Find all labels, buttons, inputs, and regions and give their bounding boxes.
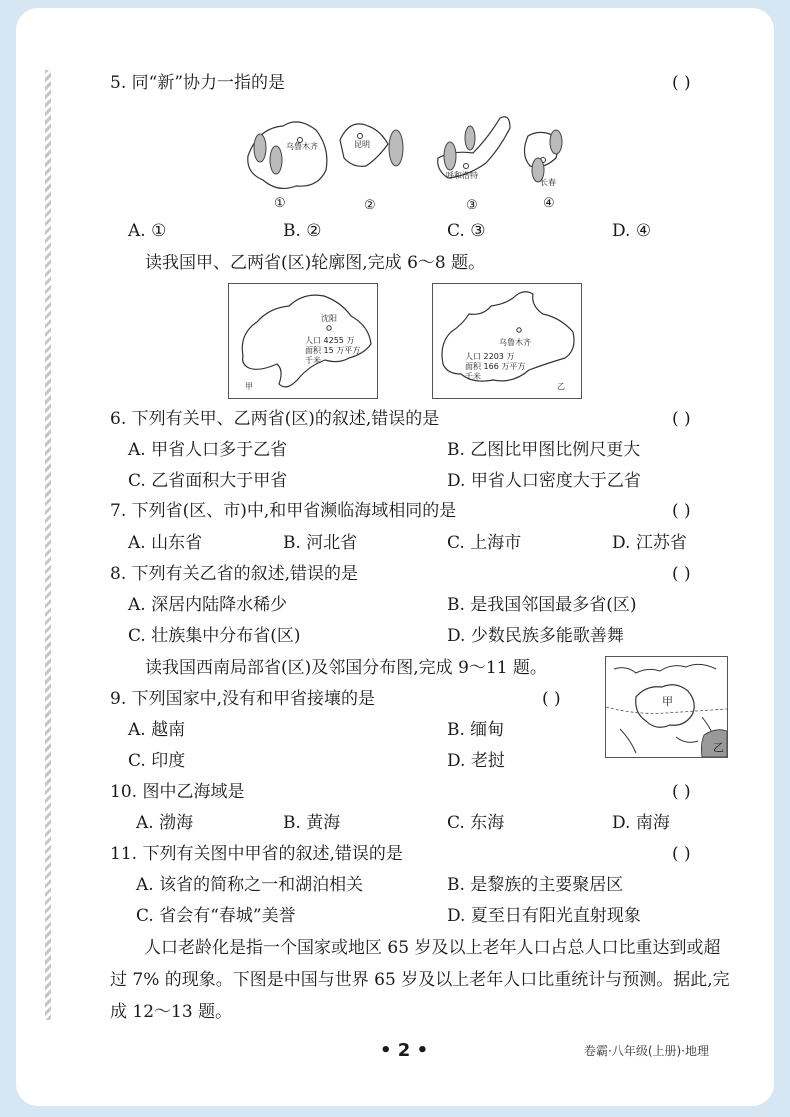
map-jia-unit: 千米 (305, 356, 321, 365)
map-southwest-jia: 甲 (662, 695, 673, 708)
q10-stem: 10. 图中乙海域是 (110, 782, 245, 802)
q7-option-c[interactable]: C. 上海市 (447, 533, 522, 553)
map-southwest-yi: 乙 (713, 741, 724, 754)
q11-option-b[interactable]: B. 是黎族的主要聚居区 (447, 875, 624, 895)
q6-option-c[interactable]: C. 乙省面积大于甲省 (128, 471, 288, 491)
map-yi-capital: 乌鲁木齐 (499, 338, 531, 347)
q6-option-b[interactable]: B. 乙图比甲图比例尺更大 (447, 440, 641, 460)
q11-option-a[interactable]: A. 该省的简称之一和湖泊相关 (136, 875, 364, 895)
q7-option-d[interactable]: D. 江苏省 (612, 533, 687, 553)
q9-option-a[interactable]: A. 越南 (128, 720, 186, 740)
map-yi-tag: 乙 (557, 382, 565, 391)
q6-option-d[interactable]: D. 甲省人口密度大于乙省 (447, 471, 641, 491)
q5-stem: 5. 同“新”协力一指的是 (110, 73, 286, 93)
map-jia-tag: 甲 (245, 382, 253, 391)
q9-option-c[interactable]: C. 印度 (128, 751, 186, 771)
q10-option-c[interactable]: C. 东海 (447, 813, 505, 833)
page-number: • 2 • (380, 1040, 429, 1061)
map-jia-area: 面积 15 万平方 (305, 346, 361, 355)
q9-option-d[interactable]: D. 老挝 (447, 751, 505, 771)
q5-option-c[interactable]: C. ③ (447, 221, 486, 241)
q11-option-d[interactable]: D. 夏至日有阳光直射现象 (447, 906, 641, 926)
map-southwest-frame (605, 656, 728, 758)
q5-option-a[interactable]: A. ① (128, 221, 167, 241)
q8-option-b[interactable]: B. 是我国邻国最多省(区) (447, 595, 637, 615)
q5-figure-num-3: ③ (466, 198, 478, 213)
map-jia-frame (228, 283, 378, 399)
q5-option-d[interactable]: D. ④ (612, 221, 652, 241)
map-yi-frame (432, 283, 582, 399)
q5-label-kunming: 昆明 (354, 140, 370, 149)
map-jia-outline (229, 284, 377, 398)
map-jia-population: 人口 4255 万 (305, 336, 355, 345)
book-source: 卷霸·八年级(上册)·地理 (584, 1044, 709, 1058)
map-yi-population: 人口 2203 万 (465, 352, 515, 361)
map-jia-capital: 沈阳 (321, 314, 337, 323)
q7-stem: 7. 下列省(区、市)中,和甲省濒临海域相同的是 (110, 501, 457, 521)
map-yi-area: 面积 166 万平方 (465, 362, 526, 371)
q11-option-c[interactable]: C. 省会有“春城”美誉 (136, 906, 296, 926)
intro-12-13-paragraph: 人口老龄化是指一个国家或地区 65 岁及以上老年人口占总人口比重达到或超过 7% 的现象。下图是中国与世界 65 岁及以上老年人口比重统计与预测。据此,完成 12～13 题。 (110, 938, 730, 1022)
q5-label-urumqi: 乌鲁木齐 (286, 142, 318, 151)
q5-illustration (238, 108, 578, 208)
q8-option-a[interactable]: A. 深居内陆降水稀少 (128, 595, 288, 615)
intro-9-11: 读我国西南局部省(区)及邻国分布图,完成 9～11 题。 (145, 658, 547, 678)
q10-option-a[interactable]: A. 渤海 (136, 813, 194, 833)
q9-stem: 9. 下列国家中,没有和甲省接壤的是 (110, 689, 376, 709)
q5-figure-num-4: ④ (543, 196, 555, 211)
q6-option-a[interactable]: A. 甲省人口多于乙省 (128, 440, 288, 460)
q5-answer-paren[interactable]: ( ) (672, 73, 691, 93)
q5-option-b[interactable]: B. ② (283, 221, 322, 241)
q11-answer-paren[interactable]: ( ) (672, 844, 691, 864)
q8-option-c[interactable]: C. 壮族集中分布省(区) (128, 626, 301, 646)
q8-answer-paren[interactable]: ( ) (672, 564, 691, 584)
q10-option-d[interactable]: D. 南海 (612, 813, 670, 833)
q7-option-a[interactable]: A. 山东省 (128, 533, 203, 553)
q5-figure-num-1: ① (274, 196, 286, 211)
binding-strip (45, 70, 51, 1020)
q5-label-hohhot: 呼和浩特 (446, 171, 478, 180)
q8-stem: 8. 下列有关乙省的叙述,错误的是 (110, 564, 359, 584)
q6-answer-paren[interactable]: ( ) (672, 409, 691, 429)
q10-option-b[interactable]: B. 黄海 (283, 813, 341, 833)
q9-option-b[interactable]: B. 缅甸 (447, 720, 505, 740)
q6-stem: 6. 下列有关甲、乙两省(区)的叙述,错误的是 (110, 409, 440, 429)
map-yi-unit: 千米 (465, 372, 481, 381)
q11-stem: 11. 下列有关图中甲省的叙述,错误的是 (110, 844, 403, 864)
intro-6-8: 读我国甲、乙两省(区)轮廓图,完成 6～8 题。 (145, 253, 486, 273)
q10-answer-paren[interactable]: ( ) (672, 782, 691, 802)
q8-option-d[interactable]: D. 少数民族多能歌善舞 (447, 626, 624, 646)
q5-figure-num-2: ② (364, 198, 376, 213)
q9-answer-paren[interactable]: ( ) (542, 689, 561, 709)
q5-label-changchun: 长春 (540, 178, 556, 187)
q7-option-b[interactable]: B. 河北省 (283, 533, 358, 553)
q7-answer-paren[interactable]: ( ) (672, 501, 691, 521)
